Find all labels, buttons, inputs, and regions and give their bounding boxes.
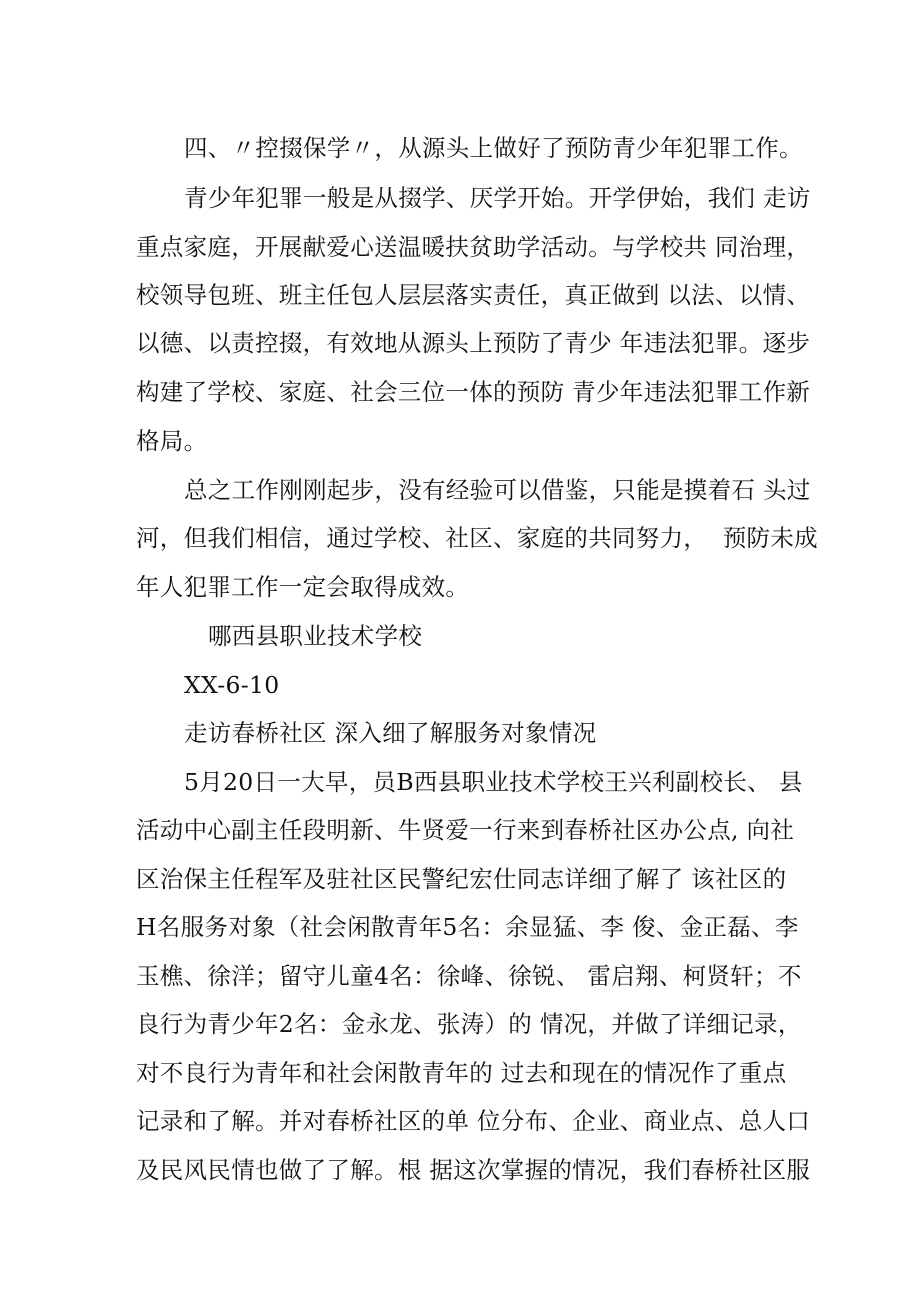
paragraph-line: 及民风民情也做了了解。根 据这次掌握的情况，我们春桥社区服: [136, 1156, 811, 1184]
paragraph-line: 重点家庭，开展献爱心送温暖扶贫助学活动。与学校共 同治理，: [136, 233, 811, 261]
paragraph-line: 对不良行为青年和社会闲散青年的 过去和现在的情况作了重点: [136, 1059, 787, 1087]
paragraph-line: 总之工作刚刚起步，没有经验可以借鉴，只能是摸着石 头过: [184, 476, 811, 504]
paragraph-line: 玉樵、徐洋；留守儿童4名：徐峰、徐锐、 雷启翔、柯贤轩；不: [136, 962, 802, 990]
paragraph-line: 青少年犯罪一般是从掇学、厌学开始。开学伊始，我们 走访: [184, 184, 811, 212]
paragraph-line: 活动中心副主任段明新、牛贤爱一行来到春桥社区办公点, 向社: [136, 816, 795, 844]
paragraph-line: 构建了学校、家庭、社会三位一体的预防 青少年违法犯罪工作新: [136, 378, 811, 406]
paragraph-line: 格局。: [136, 427, 208, 455]
paragraph-line: 年人犯罪工作一定会取得成效。: [136, 573, 470, 601]
paragraph-line: 5月20日一大早，员B西县职业技术学校王兴利副校长、 县: [184, 768, 803, 796]
paragraph-line: 良行为青少年2名：金永龙、张涛）的 情况，并做了详细记录，: [136, 1010, 802, 1038]
paragraph-line: 以德、以责控掇，有效地从源头上预防了青少 年违法犯罪。逐步: [136, 329, 811, 357]
article-title: 走访春桥社区 深入细了解服务对象情况: [184, 719, 597, 747]
paragraph-line: 河，但我们相信，通过学校、社区、家庭的共同努力， 预防未成: [136, 524, 818, 552]
section-heading: 四、〃控掇保学〃，从源头上做好了预防青少年犯罪工作。: [184, 134, 803, 162]
paragraph-line: 校领导包班、班主任包人层层落实责任，真正做到 以法、以情、: [136, 281, 811, 309]
signature-org: 哪西县职业技术学校: [208, 622, 423, 650]
paragraph-line: 区治保主任程军及驻社区民警纪宏仕同志详细了解了 该社区的: [136, 865, 787, 893]
paragraph-line: 记录和了解。并对春桥社区的单 位分布、企业、商业点、总人口: [136, 1107, 811, 1135]
signature-date: XX-6-10: [184, 671, 280, 699]
paragraph-line: H名服务对象（社会闲散青年5名：余显猛、李 俊、金正磊、李: [136, 913, 799, 941]
